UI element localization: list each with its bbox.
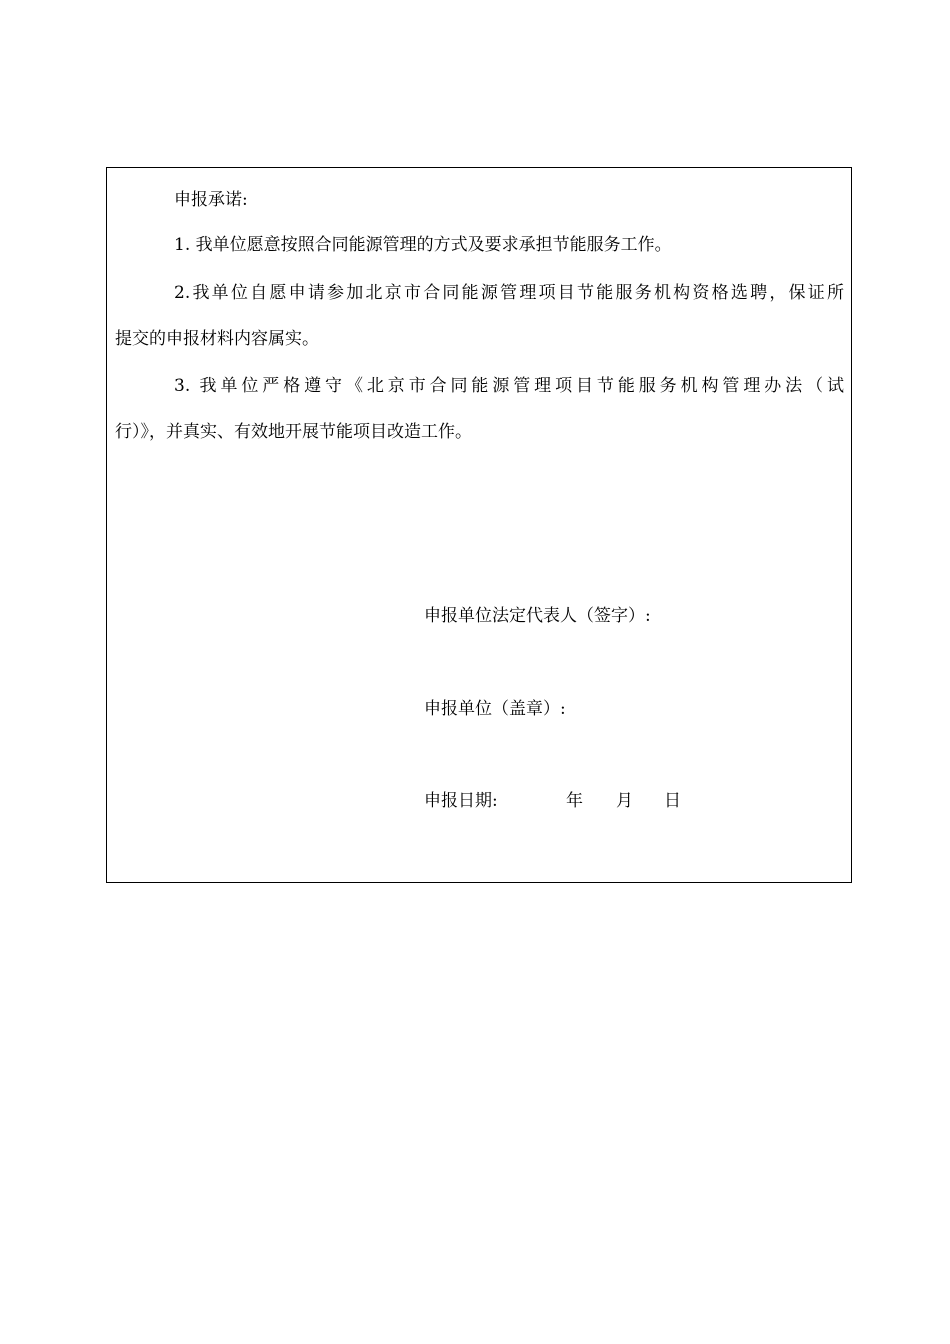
date-day-label: 日	[664, 791, 681, 811]
date-month-label: 月	[616, 791, 633, 811]
date-year-label: 年	[566, 791, 583, 811]
legal-representative-signature-label: 申报单位法定代表人（签字）:	[424, 606, 651, 626]
unit-seal-label: 申报单位（盖章）:	[424, 699, 566, 719]
commitment-item-3-line-2: 行）》，并真实、有效地开展节能项目改造工作。	[115, 422, 472, 442]
commitment-heading: 申报承诺:	[174, 190, 248, 210]
commitment-item-2-line-1	[174, 281, 844, 305]
application-date-label: 申报日期:	[424, 791, 498, 811]
commitment-item-2-line-1-text: 2.我单位自愿申请参加北京市合同能源管理项目节能服务机构资格选聘，保证所	[174, 283, 844, 303]
commitment-form-box	[106, 167, 852, 883]
commitment-item-2-line-2: 提交的申报材料内容属实。	[115, 329, 319, 349]
commitment-item-3-line-1	[174, 374, 844, 398]
commitment-item-3-line-1-text: 3. 我单位严格遵守《北京市合同能源管理项目节能服务机构管理办法（试	[174, 376, 844, 396]
commitment-item-1: 1. 我单位愿意按照合同能源管理的方式及要求承担节能服务工作。	[174, 235, 672, 255]
